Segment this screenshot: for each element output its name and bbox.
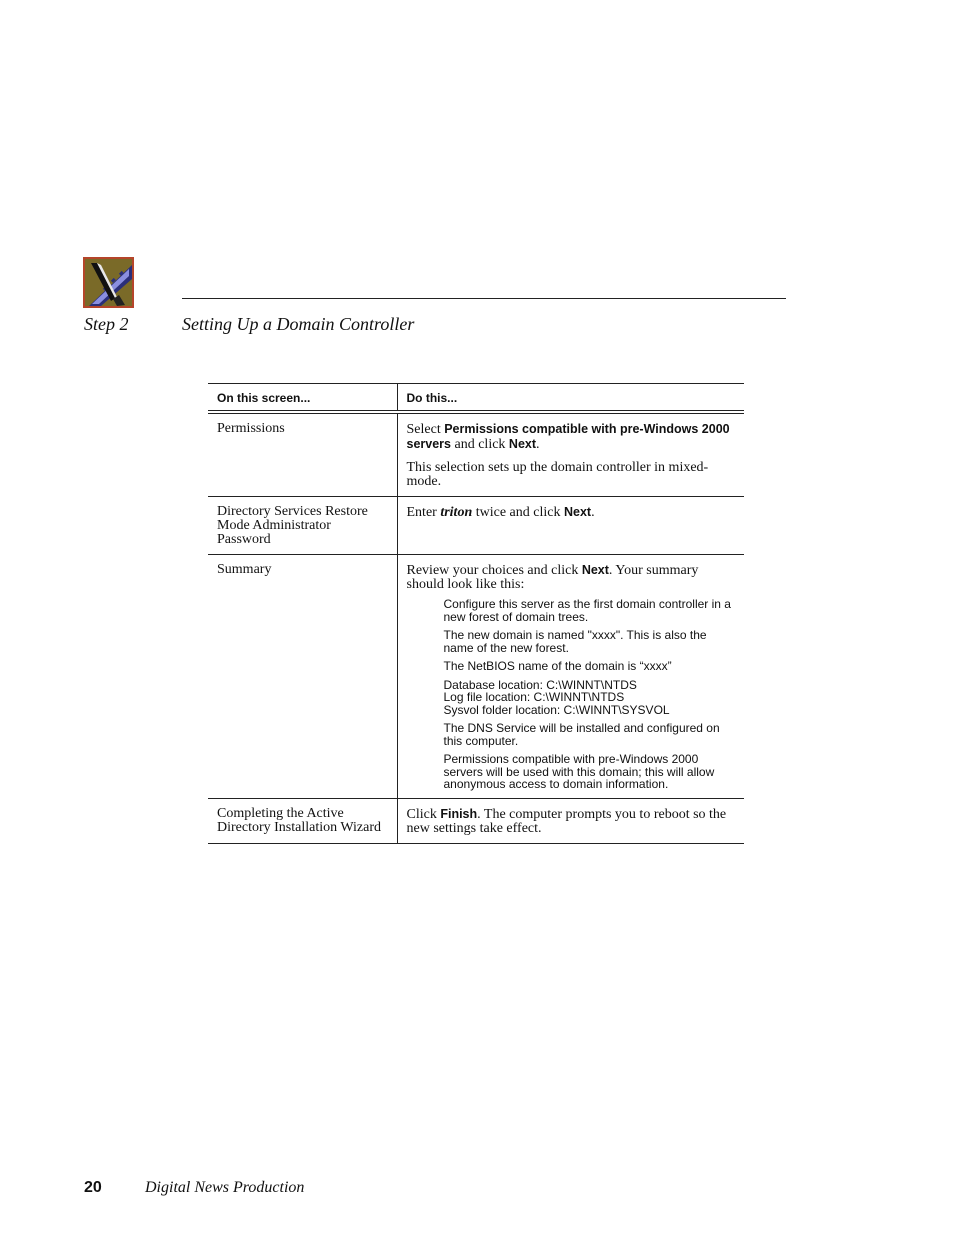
summary-item: The NetBIOS name of the domain is “xxxx” [443,659,672,673]
summary-line: Log file location: C:\WINNT\NTDS [443,690,625,704]
action-cell [397,497,744,555]
screen-name: Permissions [208,412,397,497]
next-button-label: Next [563,505,592,519]
action-cell [397,798,744,843]
summary-item: The DNS Service will be installed and configured on this computer. [443,721,720,748]
table-header-row [208,384,744,413]
instruction-table [208,383,744,844]
next-button-label: Next [581,563,609,577]
screen-name: Completing the Active Directory Installation Wizard [208,798,397,843]
step-title: Setting Up a Domain Controller [182,314,415,334]
screen-name: Directory Services Restore Mode Administrator Password [208,497,397,555]
action-instruction: Click Finish. The computer prompts you to reboot so the new settings take effect. [406,806,727,836]
summary-line: Database location: C:\WINNT\NTDS [443,677,637,692]
summary-line: Sysvol folder location: C:\WINNT\SYSVOL [443,702,670,717]
action-note: This selection sets up the domain controller in mixed-mode. [406,460,709,489]
column-header-screen: On this screen... [208,384,397,413]
action-cell [397,412,744,497]
screen-name: Summary [208,555,397,799]
table-row-completing [208,798,744,843]
next-button-label: Next [508,437,537,451]
page-number: 20 [84,1179,102,1196]
summary-item-locations [444,679,736,717]
action-instruction: Select Permissions compatible with pre-Windows 2000 servers and click Next. [406,422,730,452]
password-value: triton [440,505,473,520]
summary-list [444,598,736,791]
action-cell [397,555,744,799]
film-clapper-logo-icon [83,257,134,308]
action-instruction: Enter triton twice and click Next. [406,505,595,520]
summary-item: Permissions compatible with pre-Windows 2000 servers will be used with this domain; this will allow anonymous access to domain information. [443,752,715,791]
option-label: Permissions compatible with pre-Windows 2000 servers [406,422,730,451]
finish-button-label: Finish [440,806,478,821]
summary-item: Configure this server as the first domain controller in a new forest of domain trees. [443,597,731,624]
table-row-permissions [208,412,744,497]
summary-item: The new domain is named "xxxx". This is also the name of the new forest. [443,628,707,655]
table-row-dsrm-password [208,497,744,555]
book-title: Digital News Production [145,1179,305,1196]
table-row-summary [208,555,744,799]
action-instruction: Review your choices and click Next. Your summary should look like this: [406,563,699,592]
column-header-action: Do this... [397,384,744,413]
header-rule [182,298,786,299]
step-label: Step 2 [84,314,129,334]
